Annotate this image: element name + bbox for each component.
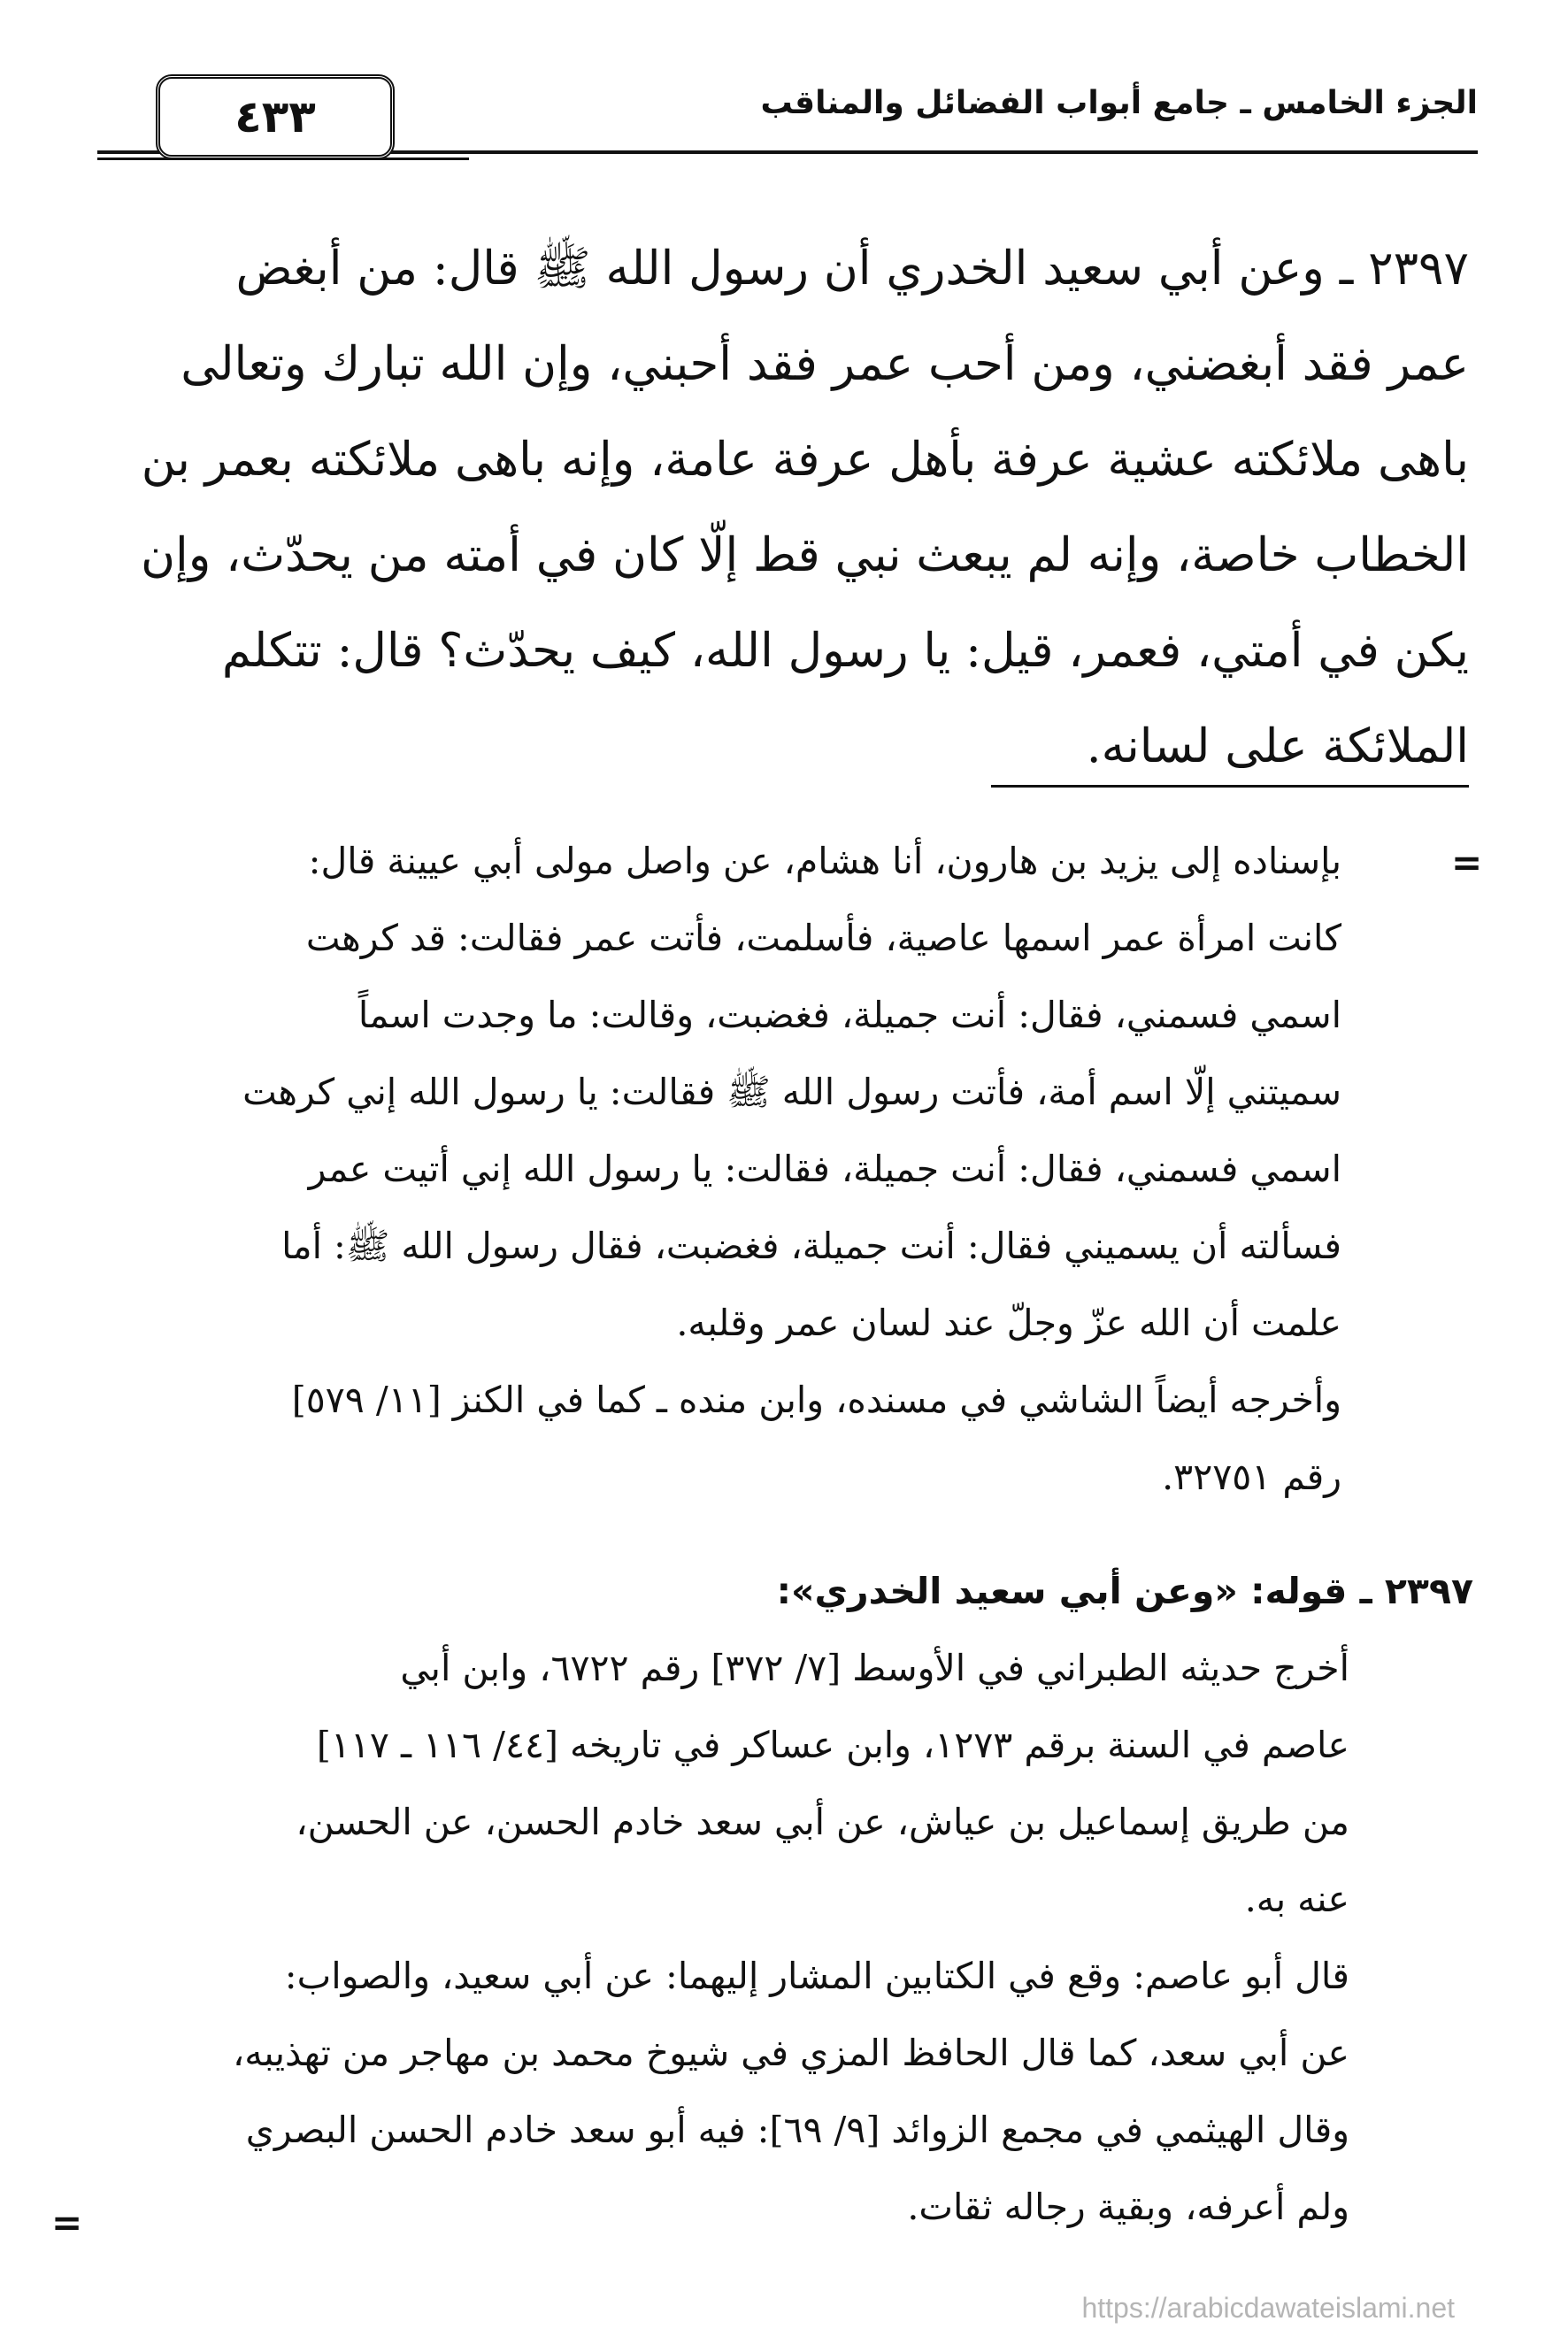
commentary-line: وقال الهيثمي في مجمع الزوائد [٩/ ٦٩]: فيه أبو سعد خادم الحسن البصري: [245, 2109, 1349, 2151]
commentary-line: من طريق إسماعيل بن عياش، عن أبي سعد خادم الحسن، عن الحسن،: [296, 1801, 1349, 1843]
hadith-line: الخطاب خاصة، وإنه لم يبعث نبي قط إلّا كان في أمته من يحدّث، وإن: [141, 528, 1469, 582]
footnote-line: اسمي فسمني، فقال: أنت جميلة، فغضبت، وقالت: ما وجدت اسماً: [357, 994, 1341, 1036]
footnote-text: [104, 823, 1341, 1516]
footnote-line: بإسناده إلى يزيد بن هارون، أنا هشام، عن واصل مولى أبي عيينة قال:: [308, 840, 1341, 882]
commentary-continuation-mark: =: [51, 2201, 83, 2244]
page-header: [97, 69, 1478, 166]
footnote-line: رقم ٣٢٧٥١.: [1162, 1456, 1341, 1498]
watermark-url: https://arabicdawateislami.net: [1081, 2292, 1455, 2324]
hadith-line: باهى ملائكته عشية عرفة بأهل عرفة عامة، وإنه باهى ملائكته بعمر بن: [141, 433, 1469, 487]
hadith-line: يكن في أمتي، فعمر، قيل: يا رسول الله، كيف يحدّث؟ قال: تتكلم: [221, 624, 1469, 678]
commentary-line: قال أبو عاصم: وقع في الكتابين المشار إليهما: عن أبي سعيد، والصواب:: [284, 1955, 1349, 1997]
commentary-line: عاصم في السنة برقم ١٢٧٣، وابن عساكر في تاريخه [٤٤/ ١١٦ ـ ١١٧]: [316, 1724, 1349, 1766]
footnote-line: علمت أن الله عزّ وجلّ عند لسان عمر وقلبه.: [676, 1302, 1341, 1344]
footnote-line: فسألته أن يسميني فقال: أنت جميلة، فغضبت، فقال رسول الله ﷺ: أما: [281, 1225, 1341, 1267]
commentary-text: [97, 1553, 1473, 2246]
hadith-text: [102, 221, 1469, 795]
running-title: الجزء الخامس ـ جامع أبواب الفضائل والمناقب: [760, 85, 1478, 121]
footnote-separator: [991, 785, 1469, 788]
commentary-line: عنه به.: [1244, 1878, 1349, 1920]
hadith-line: ٢٣٩٧ ـ وعن أبي سعيد الخدري أن رسول الله ﷺ قال: من أبغض: [235, 242, 1469, 296]
footnote-line: سميتني إلّا اسم أمة، فأتت رسول الله ﷺ فقالت: يا رسول الله إني كرهت: [242, 1071, 1341, 1113]
footnote-line: اسمي فسمني، فقال: أنت جميلة، فقالت: يا رسول الله إني أتيت عمر: [308, 1148, 1341, 1190]
page-number: ٤٣٣: [156, 74, 395, 159]
commentary-line: ولم أعرفه، وبقية رجاله ثقات.: [907, 2186, 1349, 2228]
commentary-heading: ٢٣٩٧ ـ قوله: «وعن أبي سعيد الخدري»:: [776, 1570, 1473, 1612]
footnote-line: كانت امرأة عمر اسمها عاصية، فأسلمت، فأتت عمر فقالت: قد كرهت: [305, 917, 1341, 959]
hadith-line: عمر فقد أبغضني، ومن أحب عمر فقد أحبني، وإن الله تبارك وتعالى: [181, 337, 1469, 391]
commentary-line: أخرج حديثه الطبراني في الأوسط [٧/ ٣٧٢] رقم ٦٧٢٢، وابن أبي: [400, 1647, 1349, 1689]
footnote-continuation-mark: =: [1451, 841, 1483, 884]
commentary-line: عن أبي سعد، كما قال الحافظ المزي في شيوخ محمد بن مهاجر من تهذيبه،: [233, 2032, 1349, 2074]
hadith-line: الملائكة على لسانه.: [1086, 719, 1469, 773]
footnote-line: وأخرجه أيضاً الشاشي في مسنده، وابن منده ـ كما في الكنز [١١/ ٥٧٩]: [291, 1379, 1341, 1421]
